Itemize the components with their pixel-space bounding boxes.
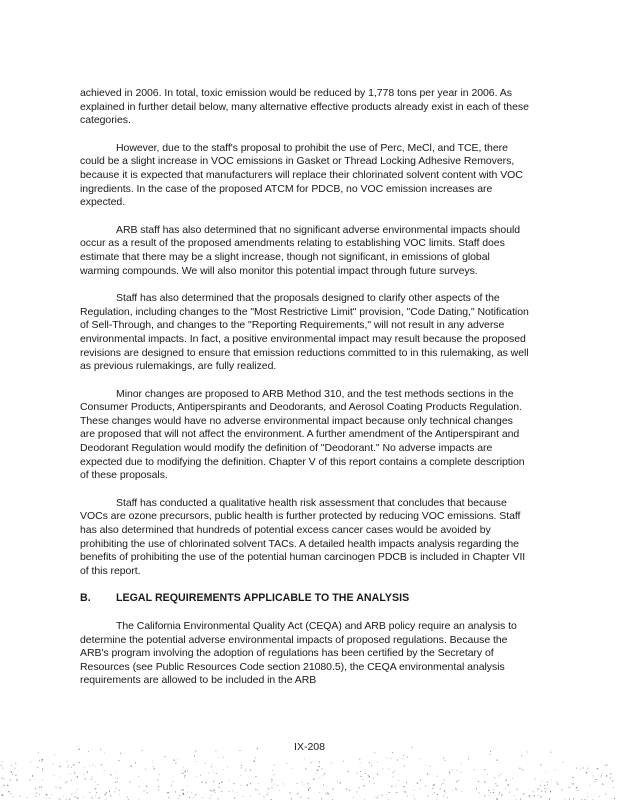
paragraph-continuation: achieved in 2006. In total, toxic emission would be reduced by 1,778 tons per year in 2006. As explained in further detail below, many alternative effective products already exist in each of these categories.: [80, 87, 529, 127]
paragraph-no-significant-impacts: ARB staff has also determined that no significant adverse environmental impacts should occur as a result of the proposed amendments relating to establishing VOC limits. Staff does estimate that there may be a slight increase, though not significant, in emissions of global warming compounds. We will also monitor this potential impact through future surveys.: [80, 223, 521, 277]
page-number: IX-208: [294, 741, 325, 753]
section-letter: B.: [80, 592, 91, 605]
section-title: LEGAL REQUIREMENTS APPLICABLE TO THE ANALYSIS: [116, 592, 410, 605]
paragraph-health-risk: Staff has conducted a qualitative health risk assessment that concludes that because VOCs are ozone precursors, public health is further protected by reducing VOC emissions. Staff has also determined that hundreds of potential excess cancer cases would be avoided by prohibiting the use of chlorinated solvent TACs. A detailed health impacts analysis regarding the benefits of prohibiting the use of the potential human carcinogen PDCB is included in Chapter VII of this report.: [80, 496, 526, 577]
paragraph-method-310: Minor changes are proposed to ARB Method 310, and the test methods sections in the Consumer Products, Antiperspirants and Deodorants, and Aerosol Coating Products Regulation. These changes would have no adverse environmental impact because only technical changes are proposed that will not affect the environment. A further amendment of the Antiperspirant and Deodorant Regulation would modify the definition of "Deodorant." No adverse impacts are expected due to modifying the definition. Chapter V of this report contains a complete description of these proposals.: [80, 387, 525, 482]
paragraph-voc-increase: However, due to the staff's proposal to prohibit the use of Perc, MeCl, and TCE, there could be a slight increase in VOC emissions in Gasket or Thread Locking Adhesive Removers, because it is expected that manufacturers will replace their chlorinated solvent content with VOC ingredients. In the case of the proposed ATCM for PDCB, no VOC emission increases are expected.: [80, 141, 523, 209]
body-text: [80, 87, 529, 688]
paragraph-clarify-regulation: Staff has also determined that the proposals designed to clarify other aspects of the Regulation, including changes to the "Most Restrictive Limit" provision, "Code Dating," Notification of Sell-Through, and changes to the "Reporting Requirements," will not result in any adverse environmental impacts. In fact, a positive environmental impact may result because the proposed revisions are designed to ensure that emission reductions committed to in this rulemaking, as well as previous rulemakings, are fully realized.: [80, 292, 529, 373]
section-heading: [80, 592, 529, 606]
paragraph-ceqa: The California Environmental Quality Act (CEQA) and ARB policy require an analysis to determine the potential adverse environmental impacts of proposed regulations. Because the ARB's program involving the adoption of regulations has been certified by the Secretary of Resources (see Public Resources Code section 21080.5), the CEQA environmental analysis requirements are allowed to be included in the ARB: [80, 620, 517, 687]
